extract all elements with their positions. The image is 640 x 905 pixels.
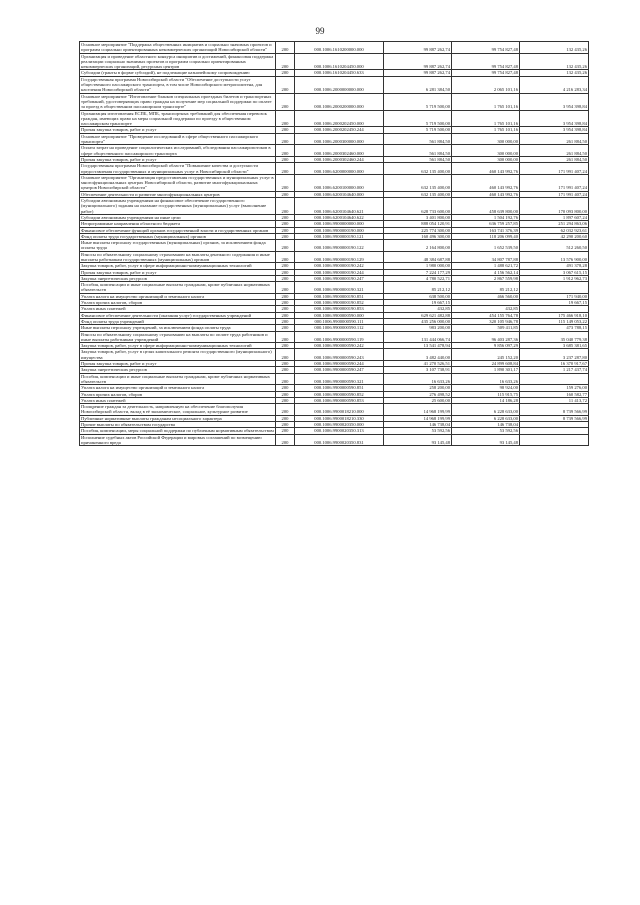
row-approved-amount-cell: 629 621 482,88 (384, 312, 452, 318)
row-unexecuted-amount-cell: 170 093 800,00 (520, 198, 589, 215)
row-classification-code-cell: 000.1006.2000000000.000 (295, 76, 384, 93)
row-admin-code-cell: 200 (276, 428, 295, 434)
row-executed-amount-cell: 2 065 101,16 (452, 76, 520, 93)
row-classification-code-cell: 000.1006.9900020350.313 (295, 428, 384, 434)
row-name-cell: Прочая закупка товаров, работ и услуг (80, 361, 276, 367)
row-admin-code-cell: 200 (276, 233, 295, 239)
row-executed-amount-cell: 53 592,56 (452, 428, 520, 434)
row-executed-amount-cell: 24 899 608,84 (452, 361, 520, 367)
row-approved-amount-cell: 131 444 066,74 (384, 331, 452, 343)
table-row (80, 361, 589, 367)
table-row (80, 145, 589, 157)
row-classification-code-cell: 000.1006.9900000190.000 (295, 227, 384, 233)
table-row (80, 156, 589, 162)
row-unexecuted-amount-cell: 4 216 283,34 (520, 76, 589, 93)
row-classification-code-cell: 000.1006.6200104640.622 (295, 214, 384, 220)
row-approved-amount-cell: 561 884,50 (384, 156, 452, 162)
row-approved-amount-cell: 258 200,00 (384, 385, 452, 391)
row-name-cell: Субсидии (гранты в форме субсидий), не подлежащие казначейскому сопровождению (80, 70, 276, 76)
row-admin-code-cell: 200 (276, 227, 295, 233)
row-classification-code-cell: 000.1006.9900000590.112 (295, 325, 384, 331)
row-approved-amount-cell: 632 135 400,00 (384, 191, 452, 197)
row-classification-code-cell: 000.1006.9900000590.247 (295, 367, 384, 373)
row-admin-code-cell: 200 (276, 300, 295, 306)
table-row (80, 373, 589, 385)
row-executed-amount-cell: 460 143 992,76 (452, 191, 520, 197)
row-executed-amount-cell: 300 000,00 (452, 145, 520, 157)
row-unexecuted-amount-cell: 132 435,26 (520, 53, 589, 70)
row-unexecuted-amount-cell: 42 290 200,60 (520, 233, 589, 239)
row-admin-code-cell: 200 (276, 367, 295, 373)
table-row (80, 325, 589, 331)
table-row (80, 404, 589, 416)
row-classification-code-cell: 000.1006.9900000190.129 (295, 251, 384, 263)
row-unexecuted-amount-cell: 261 884,50 (520, 156, 589, 162)
row-executed-amount-cell: 34 807 787,88 (452, 251, 520, 263)
table-row (80, 93, 589, 110)
row-executed-amount-cell: 98 924,00 (452, 385, 520, 391)
row-admin-code-cell: 200 (276, 282, 295, 294)
row-admin-code-cell: 200 (276, 275, 295, 281)
table-row (80, 385, 589, 391)
row-admin-code-cell: 200 (276, 191, 295, 197)
row-executed-amount-cell: 118 206 099,40 (452, 233, 520, 239)
row-classification-code-cell: 000.1006.9900000190.321 (295, 282, 384, 294)
row-name-cell: Основное мероприятие "Организация предоставления государственных и муниципальных услуг в многофункциональных центрах Новосибирской области, развитие многофункциональных центров Новосибирской области" (81, 174, 274, 191)
row-executed-amount-cell: 458 639 800,00 (452, 198, 520, 215)
row-approved-amount-cell: 160 496 300,00 (384, 233, 452, 239)
row-approved-amount-cell: 93 145,48 (384, 434, 452, 446)
table-row (80, 312, 589, 318)
row-executed-amount-cell: 636 759 257,85 (452, 221, 520, 227)
row-unexecuted-amount-cell: 8 739 566,99 (520, 404, 589, 416)
row-admin-code-cell: 200 (276, 53, 295, 70)
row-approved-amount-cell: 5 719 500,00 (384, 93, 452, 110)
row-unexecuted-amount-cell: 171 991 407,24 (520, 191, 589, 197)
row-executed-amount-cell: 99 754 827,48 (452, 42, 520, 54)
row-approved-amount-cell: 225 774 300,00 (384, 227, 452, 233)
row-executed-amount-cell: 300 000,00 (452, 133, 520, 145)
row-classification-code-cell: 000.1006.9900000190.851 (295, 293, 384, 299)
row-name-cell: Финансовое обеспечение деятельности (оказания услуг) государственных учреждений (80, 312, 276, 318)
row-executed-amount-cell: 99 754 827,48 (452, 70, 520, 76)
row-unexecuted-amount-cell (520, 373, 589, 385)
row-name-cell: Непрограммные направления областного бюджета (80, 221, 276, 227)
row-executed-amount-cell: 6 228 633,00 (452, 404, 520, 416)
row-name-cell: Закупка товаров, работ, услуг в сфере информационно-коммуникационных технологий (80, 343, 276, 349)
row-approved-amount-cell: 3 482 440,00 (384, 349, 452, 361)
row-classification-code-cell: 000.1006.9900000190.244 (295, 269, 384, 275)
table-row (80, 163, 589, 175)
row-name-cell: Субсидии автономным учреждениям на иные цели (80, 214, 276, 220)
row-unexecuted-amount-cell: 3 685 381,65 (520, 343, 589, 349)
row-name-cell: Поощрение граждан за деятельность, направленную на обеспечение благополучия Новосибирской области, вклад в её экономическое, социальное, культурное развитие (80, 404, 276, 416)
row-approved-amount-cell: 13 541 478,94 (384, 343, 452, 349)
row-approved-amount-cell: 628 733 600,00 (384, 198, 452, 215)
row-approved-amount-cell: 14 968 199,99 (384, 404, 452, 416)
row-executed-amount-cell: 454 155 764,78 (452, 312, 520, 318)
row-classification-code-cell: 000.1006.2000302460.244 (295, 156, 384, 162)
row-unexecuted-amount-cell: 171 991 407,24 (520, 174, 589, 191)
row-executed-amount-cell: 2 867 559,98 (452, 275, 520, 281)
row-classification-code-cell: 000.1006.1610204450.000 (295, 53, 384, 70)
row-executed-amount-cell: 14 186,28 (452, 397, 520, 403)
row-approved-amount-cell: 2 164 800,00 (384, 240, 452, 252)
row-admin-code-cell: 200 (276, 434, 295, 446)
row-admin-code-cell: 200 (276, 70, 295, 76)
row-admin-code-cell: 200 (276, 391, 295, 397)
table-row (80, 331, 589, 343)
row-executed-amount-cell: 466 560,00 (452, 293, 520, 299)
row-unexecuted-amount-cell: 3 067 615,15 (520, 269, 589, 275)
row-admin-code-cell: 200 (276, 93, 295, 110)
row-approved-amount-cell: 6 281 384,50 (384, 76, 452, 93)
row-approved-amount-cell: 435 256 000,00 (384, 318, 452, 324)
row-name-cell: Пособия, компенсации и иные социальные выплаты гражданам, кроме публичных нормативных обязательств (80, 282, 276, 294)
row-admin-code-cell: 200 (276, 240, 295, 252)
row-approved-amount-cell: 3 401 800,00 (384, 214, 452, 220)
row-name-cell: Основное мероприятие "Поддержка общественных инициатив и социально значимых проектов и программ социально ориентированных некоммерческих организаций Новосибирской области" (80, 42, 276, 54)
row-admin-code-cell: 200 (276, 133, 295, 145)
row-executed-amount-cell: 460 143 992,76 (452, 174, 520, 191)
row-approved-amount-cell: 638 500,00 (384, 293, 452, 299)
row-approved-amount-cell: 25 600,00 (384, 397, 452, 403)
row-name-cell: Закупка товаров, работ, услуг в целях капитального ремонта государственного (муниципального) имущества (80, 349, 276, 361)
row-classification-code-cell: 000.1006.6200100000.000 (295, 174, 384, 191)
row-classification-code-cell: 000.1006.9900000590.853 (295, 397, 384, 403)
table-row (80, 198, 589, 215)
table-row (80, 343, 589, 349)
row-executed-amount-cell: 6 228 633,00 (452, 415, 520, 421)
row-name-cell: Иные выплаты персоналу учреждений, за исключением фонда оплаты труда (80, 325, 276, 331)
row-executed-amount-cell: 245 152,20 (452, 349, 520, 361)
row-classification-code-cell: 000.1006.6200000000.000 (295, 163, 384, 175)
row-classification-code-cell: 000.1006.2000200000.000 (295, 93, 384, 110)
row-name-cell: Уплата налога на имущество организаций и земельного налога (80, 385, 276, 391)
row-classification-code-cell: 000.1006.9900020350.000 (295, 422, 384, 428)
row-classification-code-cell: 000.1006.1610200000.000 (295, 42, 384, 54)
row-approved-amount-cell: 632 135 400,00 (384, 163, 452, 175)
row-name-cell: Уплата прочих налогов, сборов (80, 391, 276, 397)
row-admin-code-cell: 200 (276, 110, 295, 127)
row-classification-code-cell: 000.1006.2000202450.000 (295, 110, 384, 127)
row-executed-amount-cell: 432,85 (452, 306, 520, 312)
row-unexecuted-amount-cell (520, 282, 589, 294)
table-row (80, 214, 589, 220)
table-row (80, 191, 589, 197)
row-unexecuted-amount-cell: 115 149 053,22 (520, 318, 589, 324)
row-approved-amount-cell: 888 054 120,91 (384, 221, 452, 227)
page-number: 99 (315, 26, 325, 36)
row-admin-code-cell: 200 (276, 349, 295, 361)
row-executed-amount-cell: 1 765 101,16 (452, 127, 520, 133)
table-row (80, 293, 589, 299)
row-executed-amount-cell: 300 000,00 (452, 156, 520, 162)
table-row (80, 221, 589, 227)
row-unexecuted-amount-cell: 8 739 566,99 (520, 415, 589, 421)
row-admin-code-cell: 200 (276, 269, 295, 275)
row-approved-amount-cell: 561 884,50 (384, 133, 452, 145)
row-name-cell: Субсидии автономным учреждениям на финансовое обеспечение государственного (муниципального) задания на оказание государственных (муниципальных) услуг (выполнение работ) (80, 198, 276, 215)
row-admin-code-cell: 200 (276, 325, 295, 331)
table-row (80, 233, 589, 239)
row-admin-code-cell: 200 (276, 76, 295, 93)
row-name-cell: Основное мероприятие "Проведение исследований в сфере общественного пассажирского транспорта" (80, 133, 276, 145)
row-admin-code-cell: 200 (276, 306, 295, 312)
row-unexecuted-amount-cell: 11 413,72 (520, 397, 589, 403)
row-executed-amount-cell: 9 856 097,29 (452, 343, 520, 349)
row-classification-code-cell: 000.1006.9900018210.000 (295, 404, 384, 416)
row-unexecuted-amount-cell: 261 884,50 (520, 133, 589, 145)
row-executed-amount-cell: 96 403 287,36 (452, 331, 520, 343)
row-classification-code-cell: 000.1006.9900000590.243 (295, 349, 384, 361)
row-approved-amount-cell: 99 887 262,74 (384, 53, 452, 70)
row-name-cell: Организация изготовления ЕСПБ, МПБ, транспортных требований для обеспечения перевозок граждан, имеющих право на меры социальной поддержки по проезду в общественном пассажирском транспорте (80, 110, 276, 127)
row-unexecuted-amount-cell: 19 667,15 (520, 300, 589, 306)
row-approved-amount-cell: 16 633,26 (384, 373, 452, 385)
row-admin-code-cell: 200 (276, 361, 295, 367)
row-executed-amount-cell: 460 143 992,76 (452, 163, 520, 175)
row-name-cell: Прочая закупка товаров, работ и услуг (80, 127, 276, 133)
row-admin-code-cell: 200 (276, 312, 295, 318)
table-row (80, 263, 589, 269)
row-admin-code-cell: 200 (276, 318, 295, 324)
row-approved-amount-cell: 983 200,00 (384, 325, 452, 331)
row-executed-amount-cell: 1 504 192,76 (452, 214, 520, 220)
row-executed-amount-cell: 4 156 562,14 (452, 269, 520, 275)
row-unexecuted-amount-cell: 3 237 287,80 (520, 349, 589, 361)
row-executed-amount-cell: 146 738,04 (452, 422, 520, 428)
table-row (80, 428, 589, 434)
row-name-cell: Уплата налога на имущество организаций и земельного налога (80, 293, 276, 299)
budget-execution-table (79, 41, 589, 446)
table-row (80, 251, 589, 263)
row-classification-code-cell: 000.1006.2000202450.244 (295, 127, 384, 133)
row-classification-code-cell: 000.1006.9900018210.330 (295, 415, 384, 421)
row-name-cell: Закупка товаров, работ, услуг в сфере информационно-коммуникационных технологий (80, 263, 276, 269)
row-unexecuted-amount-cell: 175 466 918,10 (520, 312, 589, 318)
table-row (80, 53, 589, 70)
row-admin-code-cell: 200 (276, 404, 295, 416)
row-unexecuted-amount-cell: 171 940,00 (520, 293, 589, 299)
row-classification-code-cell: 000.1006.9900000590.242 (295, 343, 384, 349)
table-row (80, 415, 589, 421)
table-row (80, 269, 589, 275)
row-unexecuted-amount-cell: 261 884,50 (520, 145, 589, 157)
row-unexecuted-amount-cell (520, 434, 589, 446)
row-approved-amount-cell: 19 667,15 (384, 300, 452, 306)
row-name-cell: Взносы по обязательному социальному страхованию на выплаты по оплате труда работников и иные выплаты работникам учреждений (80, 331, 276, 343)
row-unexecuted-amount-cell: 491 378,28 (520, 263, 589, 269)
row-classification-code-cell: 000.1006.9900020350.831 (295, 434, 384, 446)
table-row (80, 422, 589, 428)
row-classification-code-cell: 000.1006.9900000590.244 (295, 361, 384, 367)
row-approved-amount-cell: 1 980 000,00 (384, 263, 452, 269)
row-admin-code-cell: 200 (276, 198, 295, 215)
row-name-cell: Финансовое обеспечение функций органов государственной власти и государственных органов (80, 227, 276, 233)
row-unexecuted-amount-cell: 160 582,77 (520, 391, 589, 397)
row-executed-amount-cell: 1 890 301,17 (452, 367, 520, 373)
table-row (80, 174, 589, 191)
row-executed-amount-cell: 1 765 101,16 (452, 110, 520, 127)
row-classification-code-cell: 000.1006.9900000590.851 (295, 385, 384, 391)
row-unexecuted-amount-cell: 3 954 398,84 (520, 127, 589, 133)
row-classification-code-cell: 000.1006.6200104640.000 (295, 191, 384, 197)
row-executed-amount-cell: 320 105 946,78 (452, 318, 520, 324)
row-unexecuted-amount-cell: 13 576 900,00 (520, 251, 589, 263)
row-admin-code-cell: 200 (276, 385, 295, 391)
row-name-cell: Оплата затрат на проведение социологических исследований, обследования пассажиропотоков в сфере общественного пассажирского транспорта (80, 145, 276, 157)
row-name-cell: Пособия, компенсации и иные социальные выплаты гражданам, кроме публичных нормативных обязательств (80, 373, 276, 385)
table-row (80, 76, 589, 93)
row-classification-code-cell: 000.1006.9900000590.852 (295, 391, 384, 397)
row-executed-amount-cell: 93 145,48 (452, 434, 520, 446)
row-unexecuted-amount-cell: 132 435,26 (520, 42, 589, 54)
row-approved-amount-cell: 561 884,50 (384, 145, 452, 157)
row-unexecuted-amount-cell: 171 991 407,24 (520, 163, 589, 175)
row-approved-amount-cell: 14 968 199,99 (384, 415, 452, 421)
table-row (80, 434, 589, 446)
row-admin-code-cell: 200 (276, 163, 295, 175)
row-approved-amount-cell: 632 135 400,00 (384, 174, 452, 191)
row-name-cell: Фонд оплаты труда государственных (муниципальных) органов (80, 233, 276, 239)
row-admin-code-cell: 200 (276, 331, 295, 343)
row-classification-code-cell: 000.1006.9900000000.000 (295, 221, 384, 227)
row-name-cell: Пособия, компенсации, меры социальной поддержки по публичным нормативным обязательствам (81, 428, 274, 434)
row-admin-code-cell: 200 (276, 156, 295, 162)
row-name-cell: Уплата прочих налогов, сборов (80, 300, 276, 306)
row-approved-amount-cell: 276 498,52 (384, 391, 452, 397)
row-approved-amount-cell: 5 719 500,00 (384, 110, 452, 127)
row-classification-code-cell: 000.1006.9900000590.111 (295, 318, 384, 324)
table-row (80, 110, 589, 127)
row-executed-amount-cell: 99 754 827,48 (452, 53, 520, 70)
table-row (80, 282, 589, 294)
row-unexecuted-amount-cell: 35 040 779,38 (520, 331, 589, 343)
row-name-cell: Исполнение судебных актов Российской Федерации и мировых соглашений по возмещению причиненного вреда (80, 434, 276, 446)
row-unexecuted-amount-cell: 512 260,50 (520, 240, 589, 252)
table-row (80, 240, 589, 252)
row-unexecuted-amount-cell: 62 032 923,61 (520, 227, 589, 233)
row-approved-amount-cell: 48 384 687,88 (384, 251, 452, 263)
row-approved-amount-cell: 99 887 262,74 (384, 42, 452, 54)
row-approved-amount-cell: 4 780 522,71 (384, 275, 452, 281)
row-approved-amount-cell: 5 719 500,00 (384, 127, 452, 133)
row-approved-amount-cell: 53 592,56 (384, 428, 452, 434)
row-executed-amount-cell: 163 741 376,39 (452, 227, 520, 233)
row-approved-amount-cell: 41 270 526,51 (384, 361, 452, 367)
table-row (80, 127, 589, 133)
row-name-cell: Публичные нормативные выплаты гражданам несоциального характера (80, 415, 276, 421)
row-name-cell: Фонд оплаты труда учреждений (80, 318, 276, 324)
row-executed-amount-cell: 1 652 539,50 (452, 240, 520, 252)
row-admin-code-cell: 200 (276, 415, 295, 421)
row-unexecuted-amount-cell: 1 217 437,74 (520, 367, 589, 373)
table-row (80, 42, 589, 54)
row-classification-code-cell: 000.1006.9900000190.247 (295, 275, 384, 281)
row-name-cell: Обеспечение деятельности и развитие многофункциональных центров (80, 191, 276, 197)
row-name-cell: Организация и проведение областного конкурса инициатив и достижений, финансовая поддержка реализации социально значимых проектов и программ социально ориентированных некоммерческих организаций, ресурсных центров (80, 53, 276, 70)
row-admin-code-cell: 200 (276, 251, 295, 263)
table-row (80, 133, 589, 145)
row-unexecuted-amount-cell: 159 276,00 (520, 385, 589, 391)
table-row (80, 70, 589, 76)
row-executed-amount-cell: 509 411,85 (452, 325, 520, 331)
row-unexecuted-amount-cell: 3 954 398,84 (520, 93, 589, 110)
row-approved-amount-cell: 99 887 262,74 (384, 70, 452, 76)
row-name-cell: Прочие выплаты по обязательствам государства (80, 422, 276, 428)
row-executed-amount-cell: 115 915,75 (452, 391, 520, 397)
table-row (80, 349, 589, 361)
row-admin-code-cell: 200 (276, 373, 295, 385)
row-admin-code-cell: 200 (276, 397, 295, 403)
row-name-cell: Прочая закупка товаров, работ и услуг (80, 269, 276, 275)
row-name-cell: Закупка энергетических ресурсов (80, 367, 276, 373)
row-admin-code-cell: 200 (276, 221, 295, 227)
row-admin-code-cell: 200 (276, 263, 295, 269)
row-name-cell: Взносы по обязательному социальному страхованию на выплаты денежного содержания и иные выплаты работникам государственных (муниципальных) органов (80, 251, 276, 263)
row-executed-amount-cell: 85 212,12 (452, 282, 520, 294)
table-row (80, 227, 589, 233)
row-admin-code-cell: 200 (276, 145, 295, 157)
row-classification-code-cell: 000.1006.9900000590.000 (295, 312, 384, 318)
row-classification-code-cell: 000.1006.2000302460.000 (295, 145, 384, 157)
row-approved-amount-cell: 432,85 (384, 306, 452, 312)
row-admin-code-cell: 200 (276, 174, 295, 191)
row-approved-amount-cell: 7 224 177,29 (384, 269, 452, 275)
row-classification-code-cell: 000.1006.1610204450.633 (295, 70, 384, 76)
row-unexecuted-amount-cell: 3 954 398,84 (520, 110, 589, 127)
row-approved-amount-cell: 85 212,12 (384, 282, 452, 294)
row-classification-code-cell: 000.1006.9900000590.321 (295, 373, 384, 385)
row-executed-amount-cell: 1 765 101,16 (452, 93, 520, 110)
row-unexecuted-amount-cell: 473 788,15 (520, 325, 589, 331)
row-name-cell: Государственная программа Новосибирской области "Повышение качества и доступности предоставления государственных и муниципальных услуг в Новосибирской области" (80, 163, 276, 175)
row-classification-code-cell: 000.1006.6200104640.621 (295, 198, 384, 215)
row-admin-code-cell: 200 (276, 214, 295, 220)
row-name-cell: Уплата иных платежей (80, 397, 276, 403)
row-approved-amount-cell: 146 738,04 (384, 422, 452, 428)
row-executed-amount-cell: 16 633,26 (452, 373, 520, 385)
row-admin-code-cell: 200 (276, 127, 295, 133)
row-classification-code-cell: 000.1006.9900000190.852 (295, 300, 384, 306)
row-approved-amount-cell: 3 107 738,91 (384, 367, 452, 373)
row-admin-code-cell: 200 (276, 42, 295, 54)
row-unexecuted-amount-cell: 1 897 607,24 (520, 214, 589, 220)
row-admin-code-cell: 200 (276, 422, 295, 428)
row-name-cell: Закупка энергетических ресурсов (80, 275, 276, 281)
row-unexecuted-amount-cell: 1 912 962,73 (520, 275, 589, 281)
row-name-cell: Уплата иных платежей (80, 306, 276, 312)
row-admin-code-cell: 200 (276, 293, 295, 299)
row-name-cell: Основное мероприятие "Изготовление бланков специальных проездных билетов и транспортных требований, удостоверяющих право граждан на получение мер социальной поддержки по оплате за проезд в общественном пассажирском транспорте" (80, 93, 276, 110)
row-unexecuted-amount-cell: 251 294 863,06 (520, 221, 589, 227)
row-classification-code-cell: 000.1006.9900000190.121 (295, 233, 384, 239)
row-name-cell: Иные выплаты персоналу государственных (муниципальных) органов, за исключением фонда оплаты труда (80, 240, 276, 252)
row-classification-code-cell: 000.1006.2000300000.000 (295, 133, 384, 145)
row-classification-code-cell: 000.1006.9900000190.242 (295, 263, 384, 269)
row-name-cell: Прочая закупка товаров, работ и услуг (80, 156, 276, 162)
row-unexecuted-amount-cell: 16 370 917,67 (520, 361, 589, 367)
row-admin-code-cell: 200 (276, 343, 295, 349)
row-classification-code-cell: 000.1006.9900000590.119 (295, 331, 384, 343)
row-unexecuted-amount-cell: 132 435,26 (520, 70, 589, 76)
row-executed-amount-cell: 1 488 621,72 (452, 263, 520, 269)
row-name-cell: Государственная программа Новосибирской области "Обеспечение доступности услуг общественного пассажирского транспорта, в том числе Новосибирского метрополитена, для населения Новосибирской области" (80, 76, 276, 93)
row-classification-code-cell: 000.1006.9900000190.122 (295, 240, 384, 252)
row-classification-code-cell: 000.1006.9900000190.853 (295, 306, 384, 312)
